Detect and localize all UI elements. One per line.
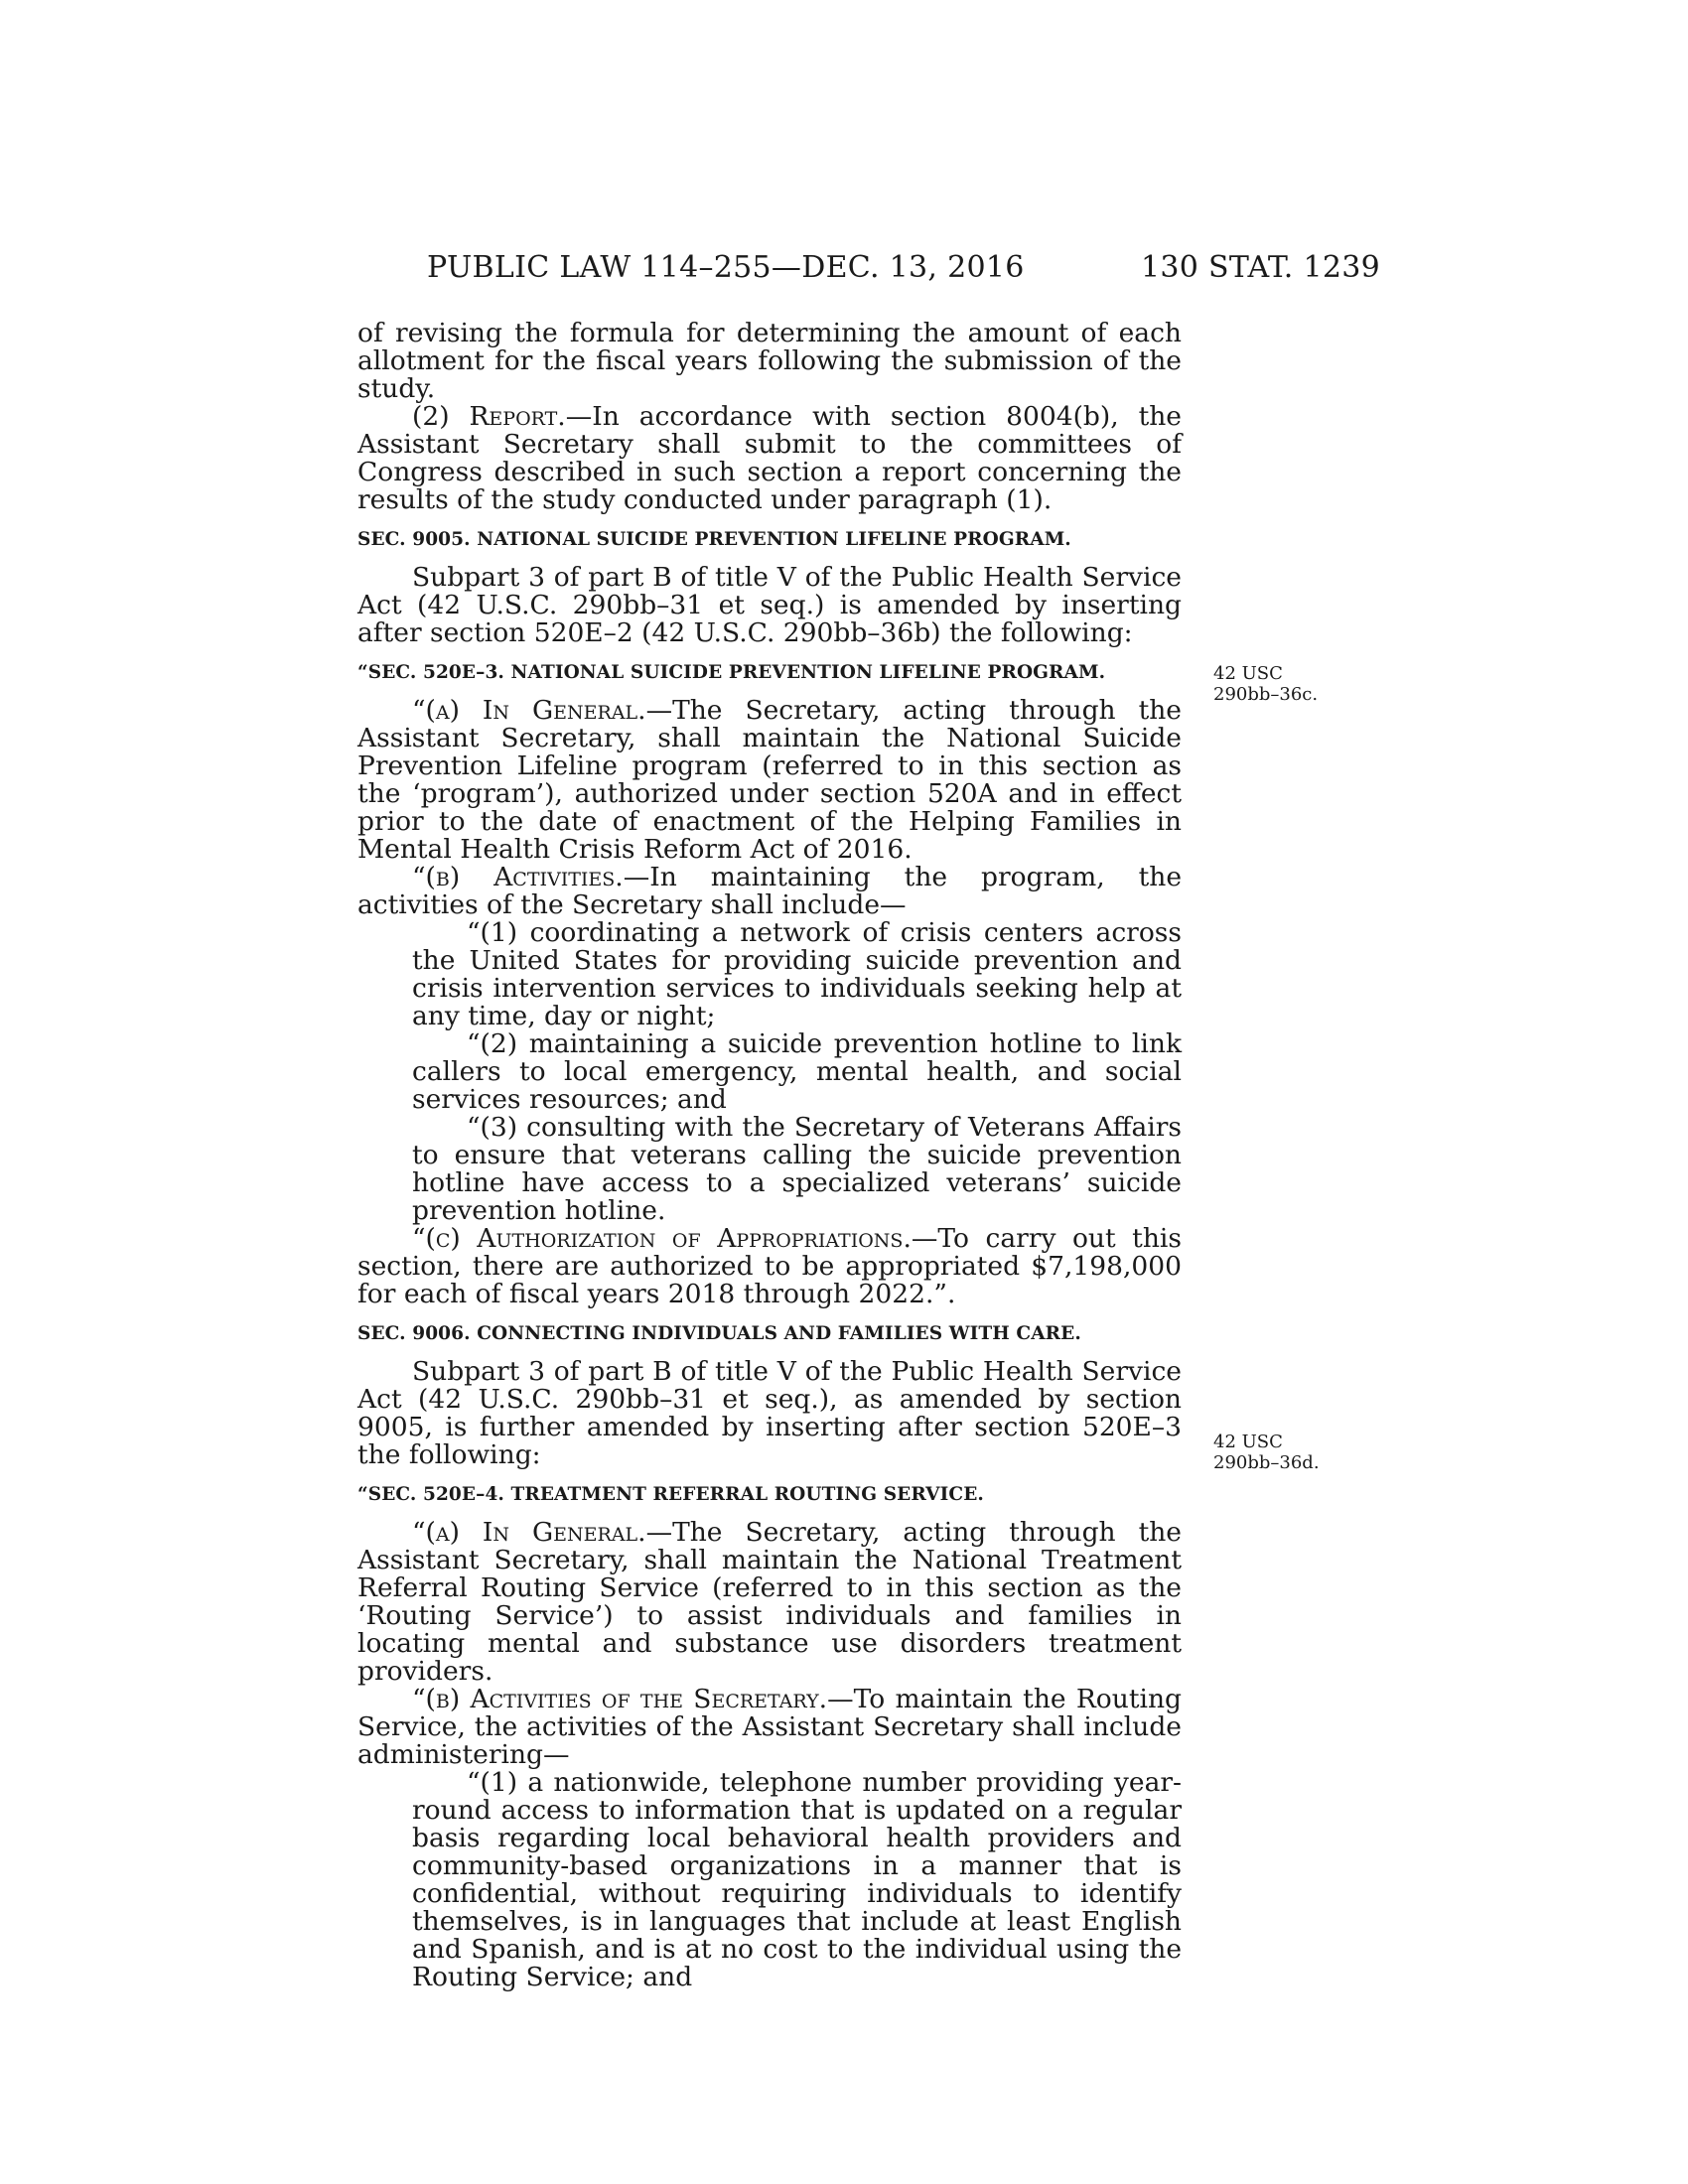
- subsection-a-general: [357, 697, 1182, 864]
- section-heading-9005: SEC. 9005. NATIONAL SUICIDE PREVENTION LIFELINE PROGRAM.: [357, 529, 1071, 550]
- section-heading-520e4: “SEC. 520E–4. TREATMENT REFERRAL ROUTING SERVICE.: [357, 1484, 984, 1505]
- paragraph-report: [357, 403, 1182, 514]
- clause-2-hotline: “(2) maintaining a suicide prevention hotline to link callers to local emergency, mental health, and social services resources; and: [412, 1028, 1182, 1115]
- margin-note-usc-36c: [1213, 663, 1333, 705]
- subsection-b-activities: [357, 864, 1182, 919]
- subsection-heading: “(c) Authorization of Appropriations.: [412, 1223, 912, 1254]
- margin-note-line: 290bb–36d.: [1213, 1452, 1320, 1473]
- subsection-c-appropriations: [357, 1225, 1182, 1308]
- paragraph-heading: (2) Report.: [412, 401, 566, 432]
- margin-note-usc-36d: [1213, 1432, 1333, 1473]
- paragraph-amendment-9005: Subpart 3 of part B of title V of the Public Health Service Act (42 U.S.C. 290bb–31 et seq.) is amended by inserting after section 520E–2 (42 U.S.C. 290bb–36b) the following:: [357, 562, 1182, 648]
- clause-1-crisis-centers: “(1) coordinating a network of crisis centers across the United States for providing suicide prevention and crisis intervention services to individuals seeking help at any time, day or night;: [412, 917, 1182, 1031]
- subsection-b-activities-secretary: [357, 1686, 1182, 1769]
- margin-note-line: 42 USC: [1213, 1432, 1283, 1452]
- public-law-citation: PUBLIC LAW 114–255—DEC. 13, 2016: [427, 250, 1025, 285]
- paragraph-body: —In accordance with section 8004(b), the Assistant Secretary shall submit to the committees of Congress described in such section a report concerning the results of the study conducted under paragraph (1).: [357, 401, 1182, 515]
- paragraph-amendment-9006: Subpart 3 of part B of title V of the Public Health Service Act (42 U.S.C. 290bb–31 et seq.), as amended by section 9005, is further amended by inserting after section 520E–3 the following:: [357, 1356, 1182, 1470]
- paragraph-continuation: of revising the formula for determining the amount of each allotment for the fiscal years following the submission of the study.: [357, 318, 1182, 404]
- margin-note-line: 42 USC: [1213, 663, 1283, 684]
- body-text: [357, 320, 1182, 1991]
- margin-note-line: 290bb–36c.: [1213, 684, 1319, 705]
- clause-3-veterans: “(3) consulting with the Secretary of Veterans Affairs to ensure that veterans calling the suicide prevention hotline have access to a specialized veterans’ suicide prevention hotline.: [412, 1112, 1182, 1226]
- subsection-heading: “(a) In General.: [412, 1517, 646, 1548]
- subsection-a-general-routing: [357, 1519, 1182, 1686]
- subsection-body: —In maintaining the program, the activities of the Secretary shall include—: [357, 862, 1182, 920]
- page-header: [427, 250, 1380, 300]
- subsection-body: —The Secretary, acting through the Assistant Secretary, shall maintain the National Treatment Referral Routing Service (referred to in this section as the ‘Routing Service’) to assist individuals and families in locating mental and substance use disorders treatment providers.: [357, 1517, 1182, 1687]
- statute-page-number: 130 STAT. 1239: [1141, 250, 1380, 285]
- section-heading-520e3: “SEC. 520E–3. NATIONAL SUICIDE PREVENTION LIFELINE PROGRAM.: [357, 662, 1106, 683]
- subsection-heading: “(b) Activities of the Secretary.: [412, 1684, 828, 1714]
- subsection-body: —To maintain the Routing Service, the activities of the Assistant Secretary shall include administering—: [357, 1684, 1182, 1770]
- section-heading-9006: SEC. 9006. CONNECTING INDIVIDUALS AND FAMILIES WITH CARE.: [357, 1323, 1081, 1344]
- subsection-body: —The Secretary, acting through the Assistant Secretary, shall maintain the National Suicide Prevention Lifeline program (referred to in this section as the ‘program’), authorized under section 520A and in effect prior to the date of enactment of the Helping Families in Mental Health Crisis Reform Act of 2016.: [357, 695, 1182, 865]
- subsection-heading: “(b) Activities.: [412, 862, 624, 892]
- clause-1-telephone-number: “(1) a nationwide, telephone number providing year-round access to information that is updated on a regular basis regarding local behavioral health providers and community-based organizations in a manner that is confidential, without requiring individuals to identify themselves, is in languages that include at least English and Spanish, and is at no cost to the individual using the Routing Service; and: [412, 1767, 1182, 1992]
- subsection-body: —To carry out this section, there are authorized to be appropriated $7,198,000 for each of fiscal years 2018 through 2022.”.: [357, 1223, 1182, 1309]
- subsection-heading: “(a) In General.: [412, 695, 646, 726]
